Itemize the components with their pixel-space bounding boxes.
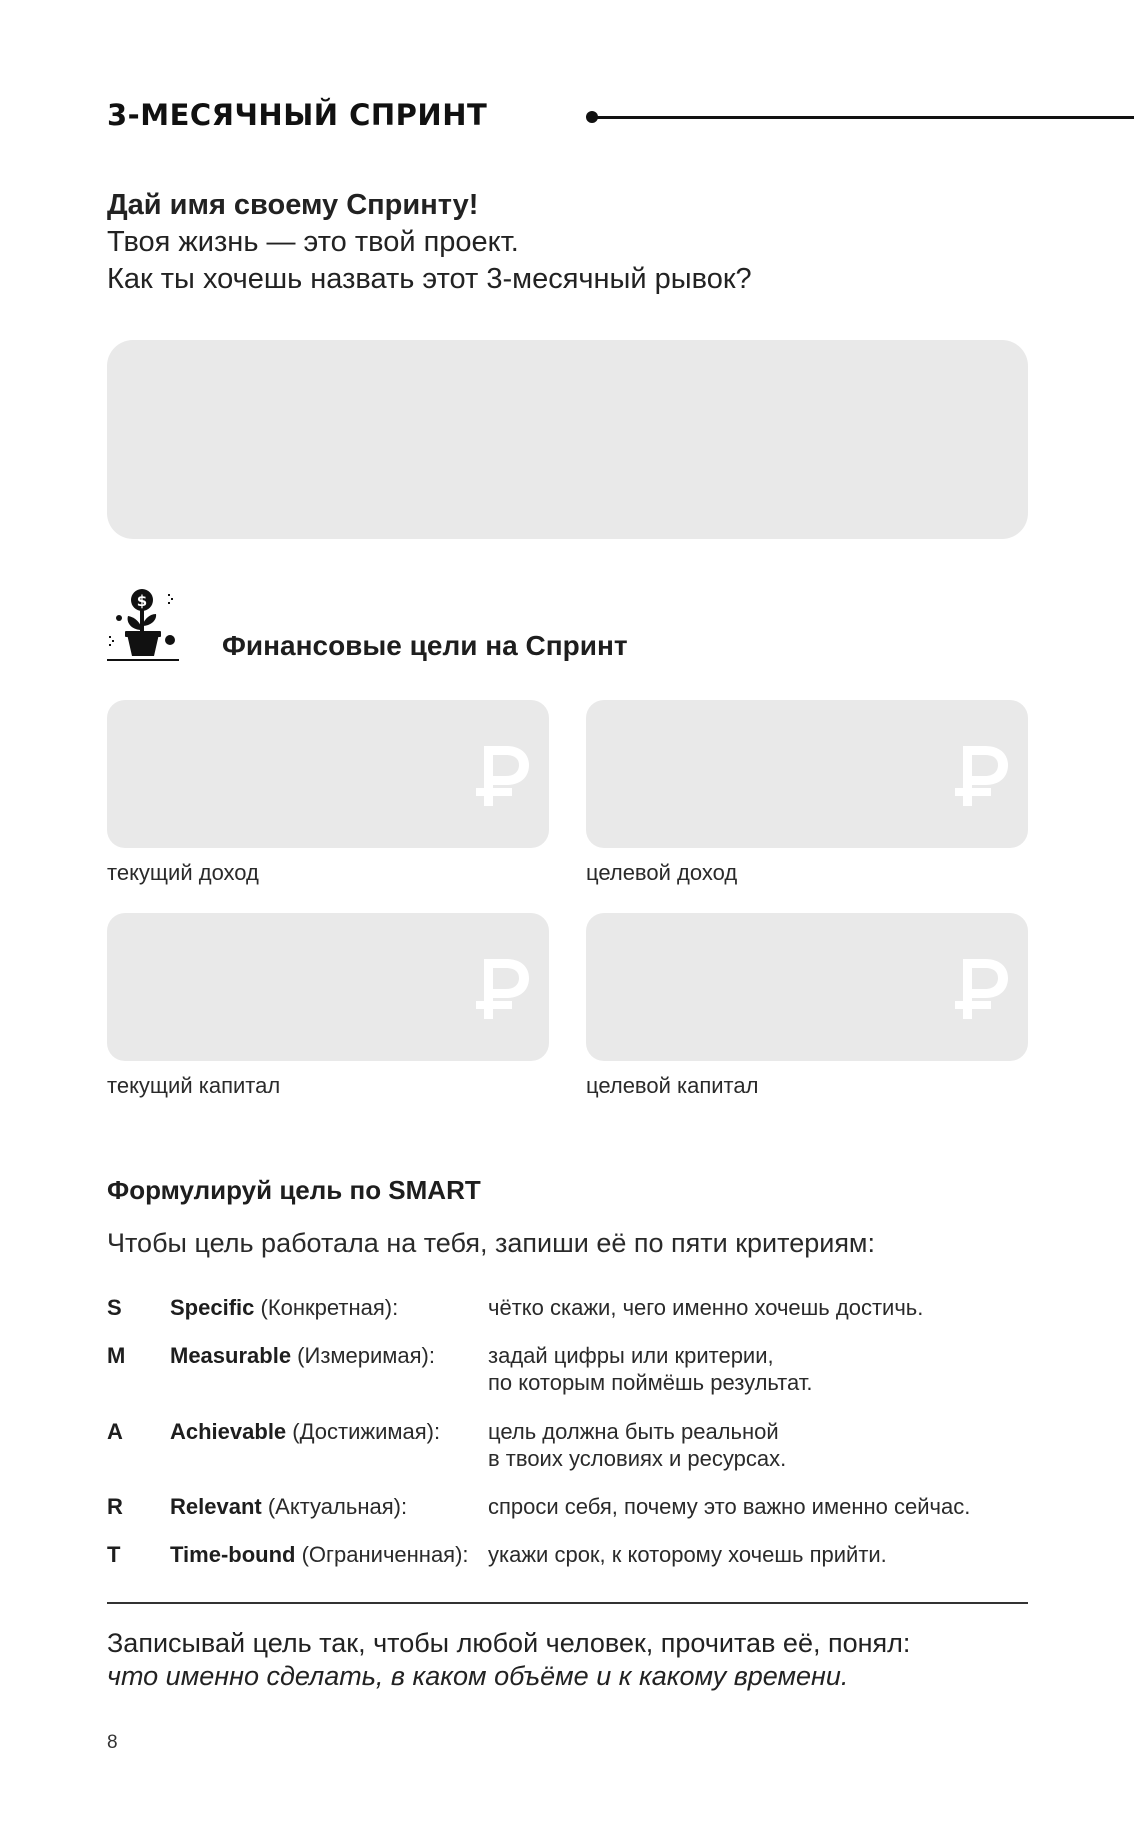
footer-line-1: Записывай цель так, чтобы любой человек, прочитав её, понял: (107, 1628, 911, 1658)
target-capital-label: целевой капитал (586, 1073, 759, 1098)
smart-term: Achievable (Достижимая): (170, 1419, 441, 1444)
current-capital-field[interactable] (107, 913, 549, 1061)
money-plant-icon (107, 586, 183, 666)
ruble-icon (476, 744, 532, 808)
smart-letter: T (107, 1542, 121, 1567)
target-income-label: целевой доход (586, 860, 738, 885)
current-capital-label: текущий капитал (107, 1073, 281, 1098)
smart-term: Specific (Конкретная): (170, 1295, 399, 1320)
smart-intro: Чтобы цель работала на тебя, запиши её по пяти критериям: (107, 1228, 875, 1258)
smart-description: спроси себя, почему это важно именно сейчас. (488, 1494, 971, 1519)
page-title: 3-МЕСЯЧНЫЙ СПРИНТ (107, 98, 488, 132)
target-capital-field[interactable] (586, 913, 1028, 1061)
smart-term: Time-bound (Ограниченная): (170, 1542, 469, 1567)
ruble-icon (955, 957, 1011, 1021)
smart-description: цель должна быть реальной в твоих условиях и ресурсах. (488, 1419, 787, 1471)
ruble-icon (955, 744, 1011, 808)
svg-text:$: $ (136, 592, 148, 610)
current-income-label: текущий доход (107, 860, 259, 885)
smart-letter: M (107, 1343, 126, 1368)
current-income-field[interactable] (107, 700, 549, 848)
page-number: 8 (107, 1732, 118, 1753)
financial-goals-title: Финансовые цели на Спринт (222, 630, 628, 661)
smart-term: Relevant (Актуальная): (170, 1494, 408, 1519)
intro-line-2: Как ты хочешь назвать этот 3-месячный рывок? (107, 263, 752, 295)
header-rule (592, 116, 1134, 119)
smart-description: чётко скажи, чего именно хочешь достичь. (488, 1295, 924, 1320)
footer-note (107, 1627, 910, 1693)
intro-line-1: Твоя жизнь — это твой проект. (107, 226, 519, 258)
footer-line-2: что именно сделать, в каком объёме и к какому времени. (107, 1661, 849, 1691)
target-income-field[interactable] (586, 700, 1028, 848)
intro-heading: Дай имя своему Спринту! (107, 189, 479, 221)
smart-letter: S (107, 1295, 122, 1320)
smart-description: укажи срок, к которому хочешь прийти. (488, 1542, 887, 1567)
smart-title: Формулируй цель по SMART (107, 1175, 481, 1205)
sprint-name-field[interactable] (107, 340, 1028, 539)
sprint-name-intro (107, 187, 752, 298)
smart-description: задай цифры или критерии, по которым поймёшь результат. (488, 1343, 813, 1395)
divider (107, 1602, 1028, 1604)
smart-letter: A (107, 1419, 123, 1444)
smart-letter: R (107, 1494, 123, 1519)
ruble-icon (476, 957, 532, 1021)
smart-term: Measurable (Измеримая): (170, 1343, 435, 1368)
